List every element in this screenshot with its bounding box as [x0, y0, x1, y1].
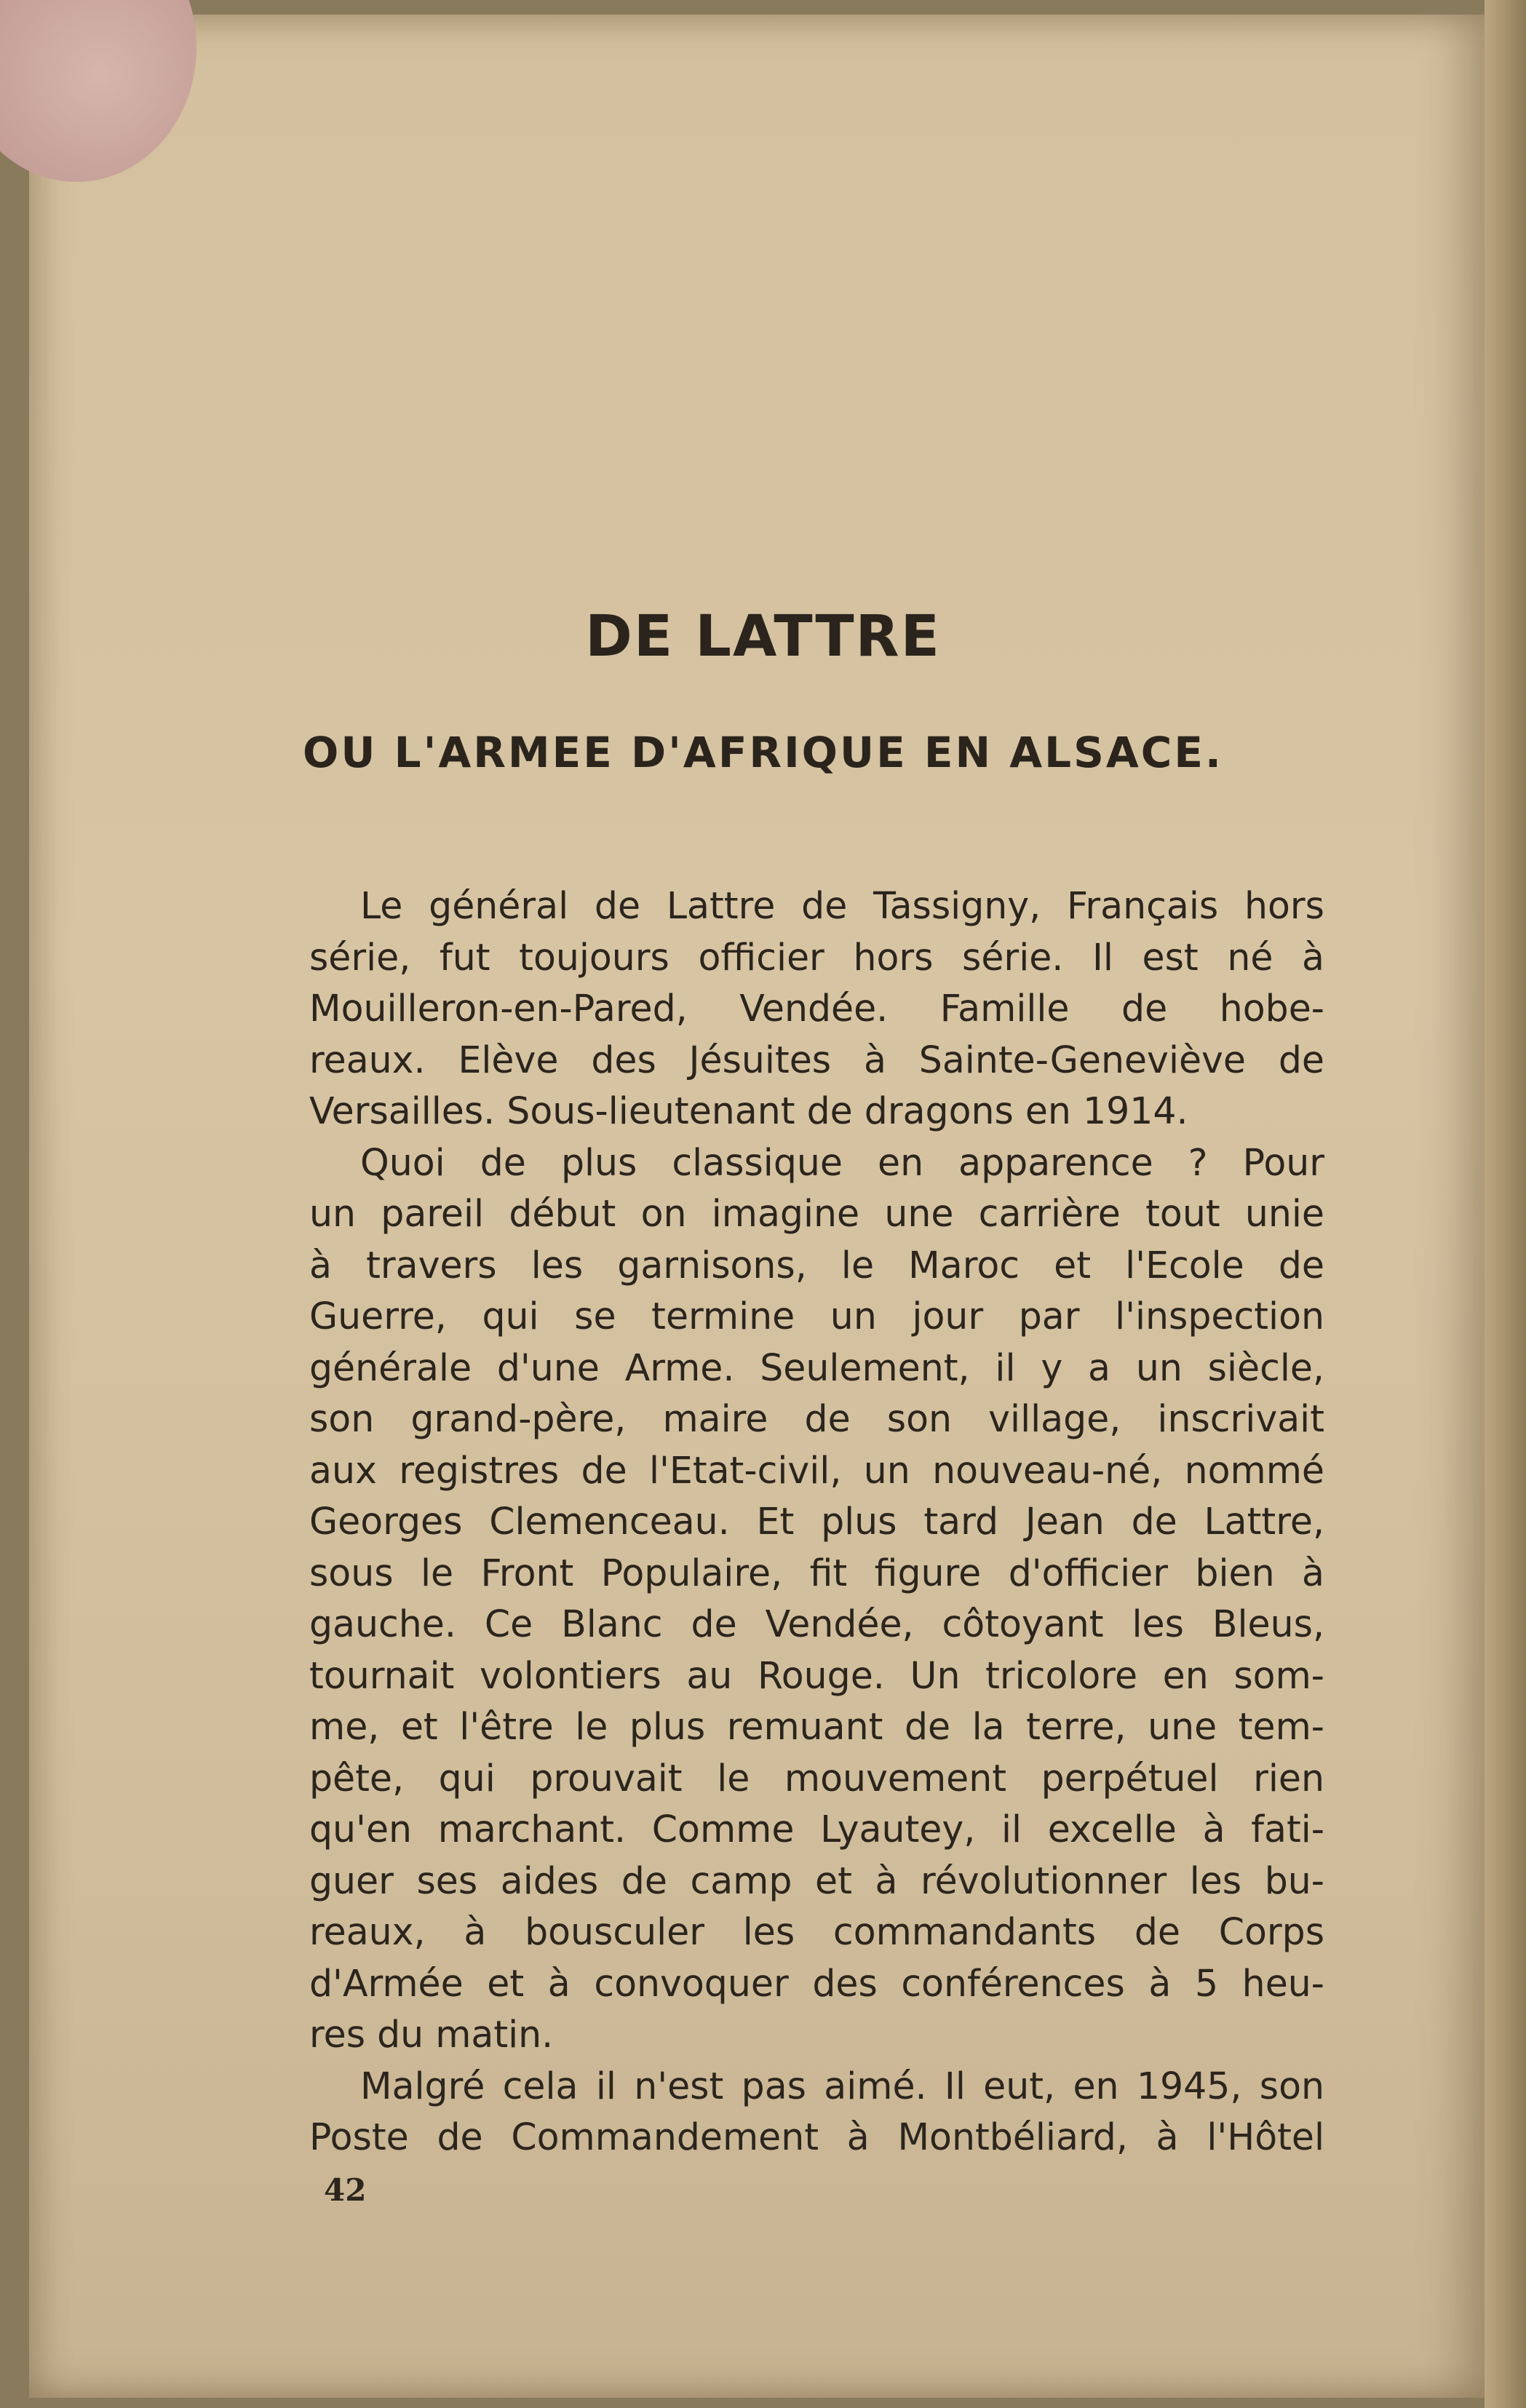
text-line: res du matin.: [309, 2013, 554, 2056]
text-line: d'Armée et à convoquer des conférences à 5 heu-: [309, 1961, 1324, 2005]
text-line: reaux, à bousculer les commandants de Corps: [309, 1910, 1324, 1953]
text-line: son grand-père, maire de son village, inscrivait: [309, 1397, 1324, 1440]
text-line: qu'en marchant. Comme Lyautey, il excelle à fati-: [309, 1808, 1324, 1851]
text-line: Georges Clemenceau. Et plus tard Jean de Lattre,: [309, 1500, 1324, 1543]
text-line: série, fut toujours officier hors série. Il est né à: [309, 935, 1324, 979]
text-line: pête, qui prouvait le mouvement perpétuel rien: [309, 1756, 1324, 1800]
text-line: aux registres de l'Etat-civil, un nouveau-né, nommé: [309, 1448, 1324, 1492]
text-line: gauche. Ce Blanc de Vendée, côtoyant les Bleus,: [309, 1602, 1324, 1645]
text-line: Guerre, qui se termine un jour par l'inspection: [309, 1295, 1324, 1338]
text-line: sous le Front Populaire, fit figure d'officier bien à: [309, 1551, 1324, 1594]
text-line: tournait volontiers au Rouge. Un tricolore en som-: [309, 1653, 1324, 1697]
text-line: Quoi de plus classique en apparence ? Pour: [360, 1140, 1324, 1184]
chapter-title: DE LATTRE: [585, 604, 941, 669]
chapter-subtitle: OU L'ARMEE D'AFRIQUE EN ALSACE.: [303, 728, 1223, 777]
text-line: Poste de Commandement à Montbéliard, à l'Hôtel: [309, 2115, 1324, 2158]
text-line: Mouilleron-en-Pared, Vendée. Famille de hobe-: [309, 987, 1324, 1030]
page-number: 42: [324, 2172, 367, 2208]
text-line: reaux. Elève des Jésuites à Sainte-Geneviève de: [309, 1038, 1324, 1081]
text-line: à travers les garnisons, le Maroc et l'Ecole de: [309, 1243, 1324, 1287]
text-line: me, et l'être le plus remuant de la terre, une tem-: [309, 1705, 1324, 1748]
text-line: Le général de Lattre de Tassigny, Français hors: [360, 884, 1324, 927]
text-line: un pareil début on imagine une carrière tout unie: [309, 1192, 1324, 1235]
text-line: Versailles. Sous-lieutenant de dragons en 1914.: [309, 1089, 1188, 1132]
text-line: générale d'une Arme. Seulement, il y a un siècle,: [309, 1346, 1324, 1389]
text-line: Malgré cela il n'est pas aimé. Il eut, en 1945, son: [360, 2064, 1324, 2107]
text-line: guer ses aides de camp et à révolutionner les bu-: [309, 1859, 1324, 1902]
page-edge: [1485, 0, 1526, 2408]
body-text: [309, 881, 1324, 2163]
